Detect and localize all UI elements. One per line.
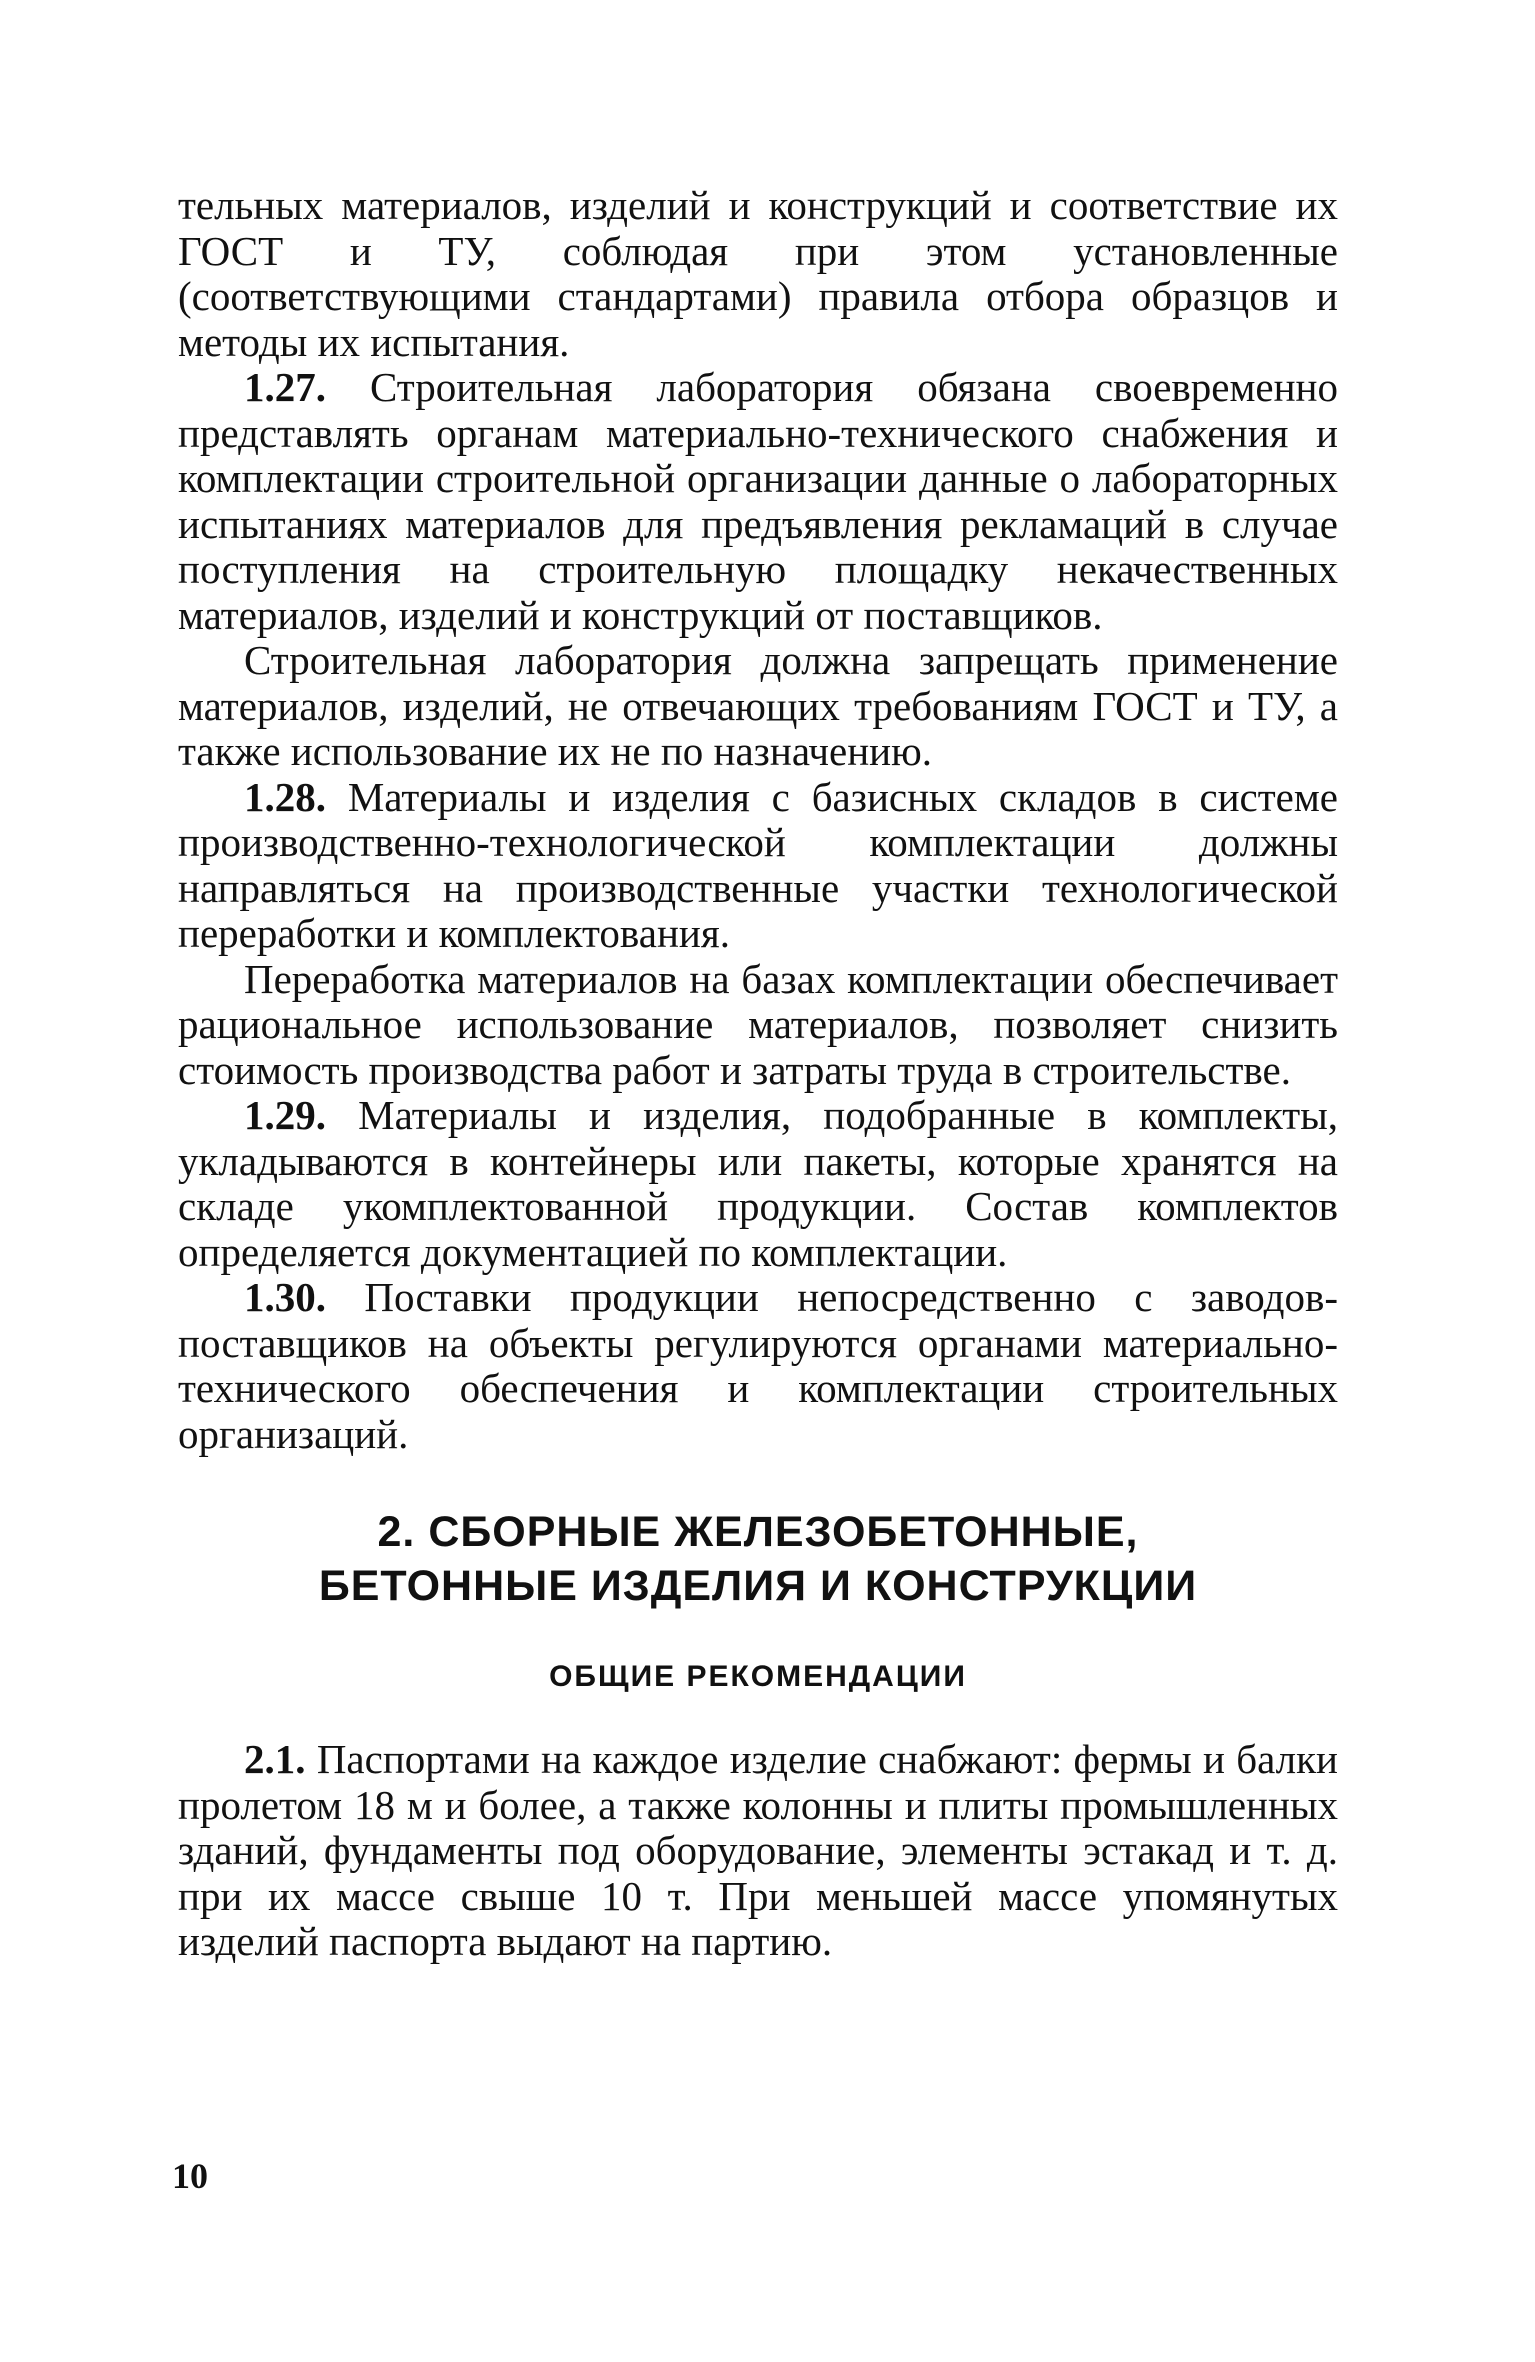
paragraph-text: Материалы и изделия с базисных складов в системе производственно-технологической комплектации должны направляться на производственные участки технологической переработки и комплектования.	[178, 773, 1338, 956]
paragraph-text: тельных материалов, изделий и конструкций и соответствие их ГОСТ и ТУ, соблюдая при этом установленные (соответствующими стандартами) правила отбора образцов и методы их испытания.	[178, 182, 1338, 365]
paragraph-processing	[178, 957, 1338, 1094]
paragraph-2-1	[178, 1737, 1338, 1965]
paragraph-lab-prohibition	[178, 638, 1338, 775]
paragraph-1-30	[178, 1275, 1338, 1457]
paragraph-text: Поставки продукции непосредственно с заводов-поставщиков на объекты регулируются органами материально-технического обеспечения и комплектации строительных организаций.	[178, 1274, 1338, 1457]
paragraph-1-28	[178, 775, 1338, 957]
clause-number: 1.30.	[244, 1274, 326, 1320]
clause-number: 1.28.	[244, 773, 326, 820]
section-heading-line-1: 2. СБОРНЫЕ ЖЕЛЕЗОБЕТОННЫЕ,	[377, 1508, 1139, 1556]
paragraph-text: Материалы и изделия, подобранные в комплекты, укладываются в контейнеры или пакеты, которые хранятся на складе укомплектованной продукции. Состав комплектов определяется документацией по комплектации.	[178, 1092, 1338, 1275]
paragraph-text: Строительная лаборатория должна запрещать применение материалов, изделий, не отвечающих требованиям ГОСТ и ТУ, а также использование их не по назначению.	[178, 637, 1338, 774]
paragraph-1-29	[178, 1093, 1338, 1275]
paragraph-1-27	[178, 365, 1338, 638]
clause-number: 1.29.	[244, 1092, 326, 1138]
section-subheading: ОБЩИЕ РЕКОМЕНДАЦИИ	[549, 1660, 967, 1693]
section-heading-line-2: БЕТОННЫЕ ИЗДЕЛИЯ И КОНСТРУКЦИИ	[318, 1562, 1198, 1610]
page-body	[178, 183, 1338, 1965]
page-number: 10	[172, 2156, 208, 2196]
paragraph-text: Паспортами на каждое изделие снабжают: фермы и балки пролетом 18 м и более, а также колонны и плиты промышленных зданий, фундаменты под оборудование, элементы эстакад и т. д. при их массе свыше 10 т. При меньшей массе упомянутых изделий паспорта выдают на партию.	[178, 1736, 1338, 1964]
paragraph-text: Переработка материалов на базах комплектации обеспечивает рациональное использование материалов, позволяет снизить стоимость производства работ и затраты труда в строительстве.	[178, 955, 1338, 1093]
clause-number: 2.1.	[244, 1736, 306, 1782]
section-heading	[178, 1505, 1338, 1613]
paragraph-intro-continuation	[178, 183, 1338, 365]
clause-number: 1.27.	[244, 364, 326, 410]
paragraph-text: Строительная лаборатория обязана своевременно представлять органам материально-технического снабжения и комплектации строительной организации данные о лабораторных испытаниях материалов для предъявления рекламаций в случае поступления на строительную площадку некачественных материалов, изделий и конструкций от поставщиков.	[178, 364, 1338, 638]
